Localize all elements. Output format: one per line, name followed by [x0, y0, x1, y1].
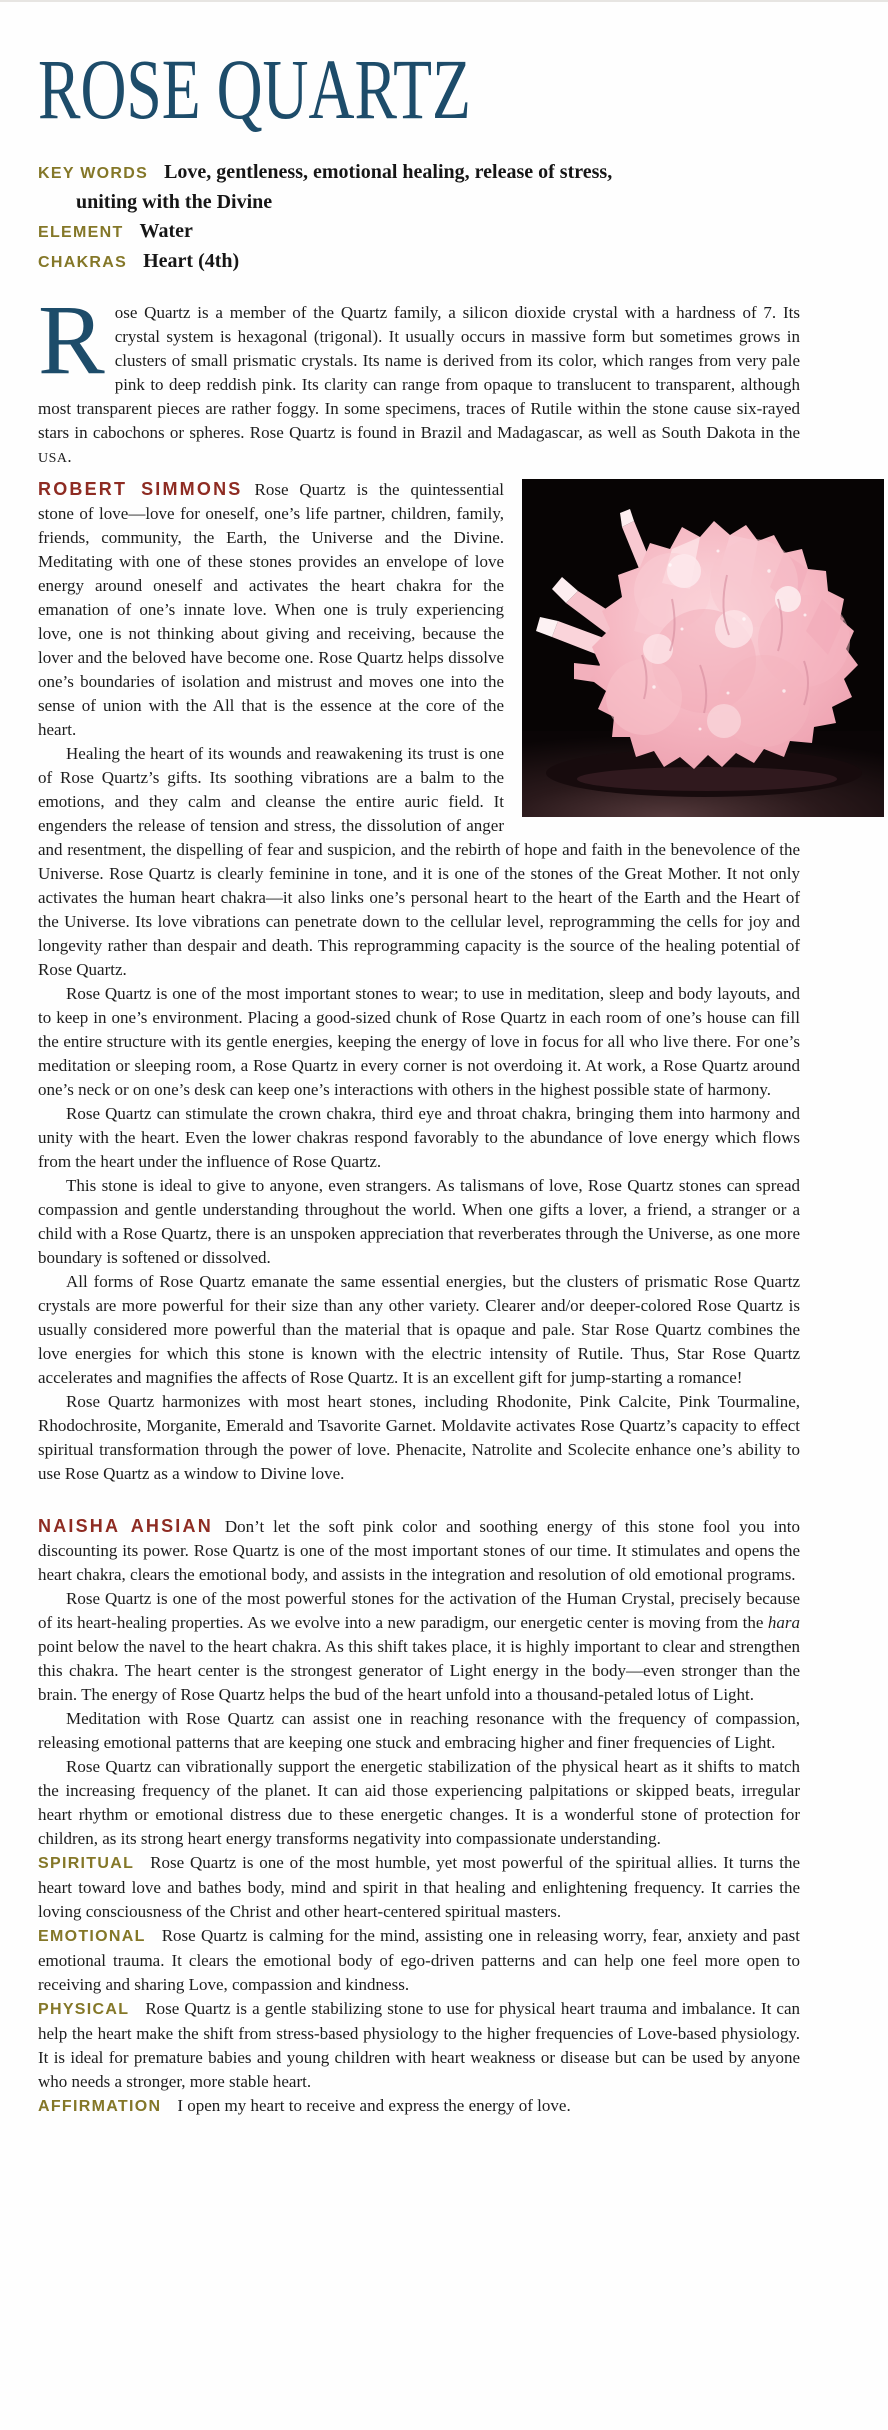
ahsian-paragraph-1-text: Don’t let the soft pink color and soothing energy of this stone fool you into discounting its power. Rose Quartz is one of the most important stones of our time. It stimulates and opens the heart chakra, clears the emotional body, and assists in the integration and resolution of old emotional programs.	[38, 1517, 800, 1584]
spiritual-text: Rose Quartz is one of the most humble, yet most powerful of the spiritual allies. It turns the heart toward love and bathes body, mind and spirit in that healing and enlightening frequency. It carries the loving consciousness of the Christ and other heart-centered spiritual masters.	[38, 1853, 800, 1921]
simmons-paragraph-2: Healing the heart of its wounds and reawakening its trust is one of Rose Quartz’s gifts. Its soothing vibrations are a balm to the emotions, and they calm and cleanse the entire auric field. It engenders the release of tension and stress, the dissolution of anger and resentment, the dispelling of fear and suspicion, and the rebirth of hope and faith in the benevolence of the Universe. Rose Quartz is clearly feminine in tone, and it is one of the stones of the Great Mother. It not only activates the human heart chakra—it also links one’s personal heart to the heart of the Earth and the Heart of the Universe. Its love vibrations can penetrate down to the cellular level, reprogramming the cells for joy and longevity rather than despair and death. This reprogramming capacity is the source of the healing potential of Rose Quartz.	[38, 744, 800, 979]
simmons-paragraph-7: Rose Quartz harmonizes with most heart stones, including Rhodonite, Pink Calcite, Pink Tourmaline, Rhodochrosite, Morganite, Emerald and Tsavorite Garnet. Moldavite activates Rose Quartz’s capacity to effect spiritual transformation through the power of love. Phenacite, Natrolite and Scolecite enhance one’s ability to use Rose Quartz as a window to Divine love.	[38, 1392, 800, 1483]
ahsian-paragraph-4: Rose Quartz can vibrationally support the energetic stabilization of the physical heart as it shifts to match the increasing frequency of the planet. It can aid those experiencing palpitations or skipped beats, irregular heart rhythm or emotional distress due to these energetic changes. It is a wonderful stone of protection for children, as its strong heart energy transforms negativity into compassionate understanding.	[38, 1757, 800, 1848]
hara-italic: hara	[767, 1613, 800, 1632]
robert-simmons-section	[38, 477, 800, 1486]
simmons-paragraph-5: This stone is ideal to give to anyone, even strangers. As talismans of love, Rose Quartz stones can spread compassion and gentle understanding throughout the world. When one gifts a lover, a friend, a stranger or a child with a Rose Quartz, there is an unspoken appreciation that reverberates through the Universe, as one more boundary is softened or dissolved.	[38, 1176, 800, 1267]
element-label: ELEMENT	[38, 224, 124, 241]
chakras-label: CHAKRAS	[38, 254, 128, 271]
simmons-author-label: ROBERT SIMMONS	[38, 479, 243, 499]
page-title: ROSE QUARTZ	[38, 41, 471, 137]
chakras-value: Heart (4th)	[143, 250, 240, 272]
simmons-paragraph-6: All forms of Rose Quartz emanate the same essential energies, but the clusters of prismatic Rose Quartz crystals are more powerful for their size than any other variety. Clearer and/or deeper-colored Rose Quartz is usually considered more powerful than the material that is opaque and pale. Star Rose Quartz combines the love energies for which this stone is known with the electric intensity of Rutile. Thus, Star Rose Quartz accelerates and magnifies the affects of Rose Quartz. It is an excellent gift for jump-starting a romance!	[38, 1272, 800, 1387]
emotional-label: EMOTIONAL	[38, 1928, 146, 1945]
element-row	[38, 217, 800, 247]
ahsian-author-label: NAISHA AHSIAN	[38, 1516, 213, 1536]
usa-smallcaps: USA	[38, 451, 68, 466]
ahsian-paragraph-2-before: Rose Quartz is one of the most powerful stones for the activation of the Human Crystal, precisely because of its heart-healing properties. As we evolve into a new paradigm, our energetic center is moving from the	[38, 1589, 800, 1632]
intro-text-end: .	[67, 447, 72, 466]
stone-properties	[38, 158, 800, 277]
physical-section	[38, 1997, 800, 2094]
ahsian-paragraph-2-after: point below the navel to the heart chakra. As this shift takes place, it is highly important to clear and strengthen this chakra. The heart center is the strongest generator of Light energy in the body—even stronger than the brain. The energy of Rose Quartz helps the bud of the heart unfold into a thousand-petaled lotus of Light.	[38, 1637, 800, 1704]
keywords-label: KEY WORDS	[38, 165, 149, 182]
spiritual-section	[38, 1851, 800, 1924]
drop-cap: R	[38, 284, 105, 395]
element-value: Water	[139, 220, 193, 242]
keywords-value: Love, gentleness, emotional healing, release of stress, uniting with the Divine	[76, 161, 613, 213]
simmons-paragraph-1-text: Rose Quartz is the quintessential stone of love—love for oneself, one’s life partner, children, family, friends, community, the Earth, the Universe and the Divine. Meditating with one of these stones provides an envelope of love energy around oneself and activates the heart chakra for the emanation of one’s innate love. When one is truly experiencing love, one is not thinking about giving and receiving, because the lover and the beloved have become one. Rose Quartz helps dissolve one’s boundaries of isolation and mistrust and moves one into the sense of union with the All that is the essence at the core of the heart.	[38, 480, 505, 739]
naisha-ahsian-section	[38, 1514, 800, 1851]
affirmation-section	[38, 2094, 800, 2119]
chakras-row	[38, 247, 800, 277]
rose-quartz-crystal-illustration	[522, 479, 884, 817]
physical-label: PHYSICAL	[38, 2001, 130, 2018]
rose-quartz-photo	[522, 479, 884, 817]
intro-text: ose Quartz is a member of the Quartz family, a silicon dioxide crystal with a hardness of 7. Its crystal system is hexagonal (trigonal). It usually occurs in massive form but sometimes grows in clusters of small prismatic crystals. Its name is derived from its color, which ranges from very pale pink to deep reddish pink. Its clarity can range from opaque to translucent to transparent, although most transparent pieces are rather foggy. In some specimens, traces of Rutile within the stone cause six-rayed stars in cabochons or spheres. Rose Quartz is found in Brazil and Madagascar, as well as South Dakota in the	[38, 303, 800, 442]
emotional-section	[38, 1924, 800, 1997]
physical-text: Rose Quartz is a gentle stabilizing stone to use for physical heart trauma and imbalance. It can help the heart make the shift from stress-based physiology to the higher frequencies of Love-based physiology. It is ideal for premature babies and young children with heart weakness or disease but can be used by anyone who needs a stronger, more stable heart.	[38, 1999, 800, 2091]
spiritual-label: SPIRITUAL	[38, 1855, 135, 1872]
affirmation-text: I open my heart to receive and express the energy of love.	[177, 2096, 571, 2115]
ahsian-paragraph-3: Meditation with Rose Quartz can assist one in reaching resonance with the frequency of compassion, releasing emotional patterns that are keeping one stuck and embracing higher and finer frequencies of Light.	[38, 1709, 800, 1752]
affirmation-label: AFFIRMATION	[38, 2098, 162, 2115]
ahsian-paragraph-1	[38, 1514, 800, 1587]
simmons-paragraph-3: Rose Quartz is one of the most important stones to wear; to use in meditation, sleep and body layouts, and to keep in one’s environment. Placing a good-sized chunk of Rose Quartz in each room of one’s house can fill the entire structure with its gentle energies, keeping the energy of love in focus for all who live there. For one’s meditation or sleeping room, a Rose Quartz in every corner is not overdoing it. At work, a Rose Quartz around one’s neck or on one’s desk can keep one’s interactions with others in the highest possible state of harmony.	[38, 984, 800, 1099]
simmons-paragraph-4: Rose Quartz can stimulate the crown chakra, third eye and throat chakra, bringing them into harmony and unity with the heart. Even the lower chakras respond favorably to the abundance of love energy which flows from the heart under the influence of Rose Quartz.	[38, 1104, 800, 1171]
keywords-row	[38, 158, 636, 217]
ahsian-paragraph-2	[38, 1587, 800, 1707]
intro-paragraph	[38, 284, 800, 471]
emotional-text: Rose Quartz is calming for the mind, assisting one in releasing worry, fear, anxiety and past emotional trauma. It clears the emotional body of ego-driven patterns and can help one feel more open to receiving and sharing Love, compassion and kindness.	[38, 1926, 800, 1994]
